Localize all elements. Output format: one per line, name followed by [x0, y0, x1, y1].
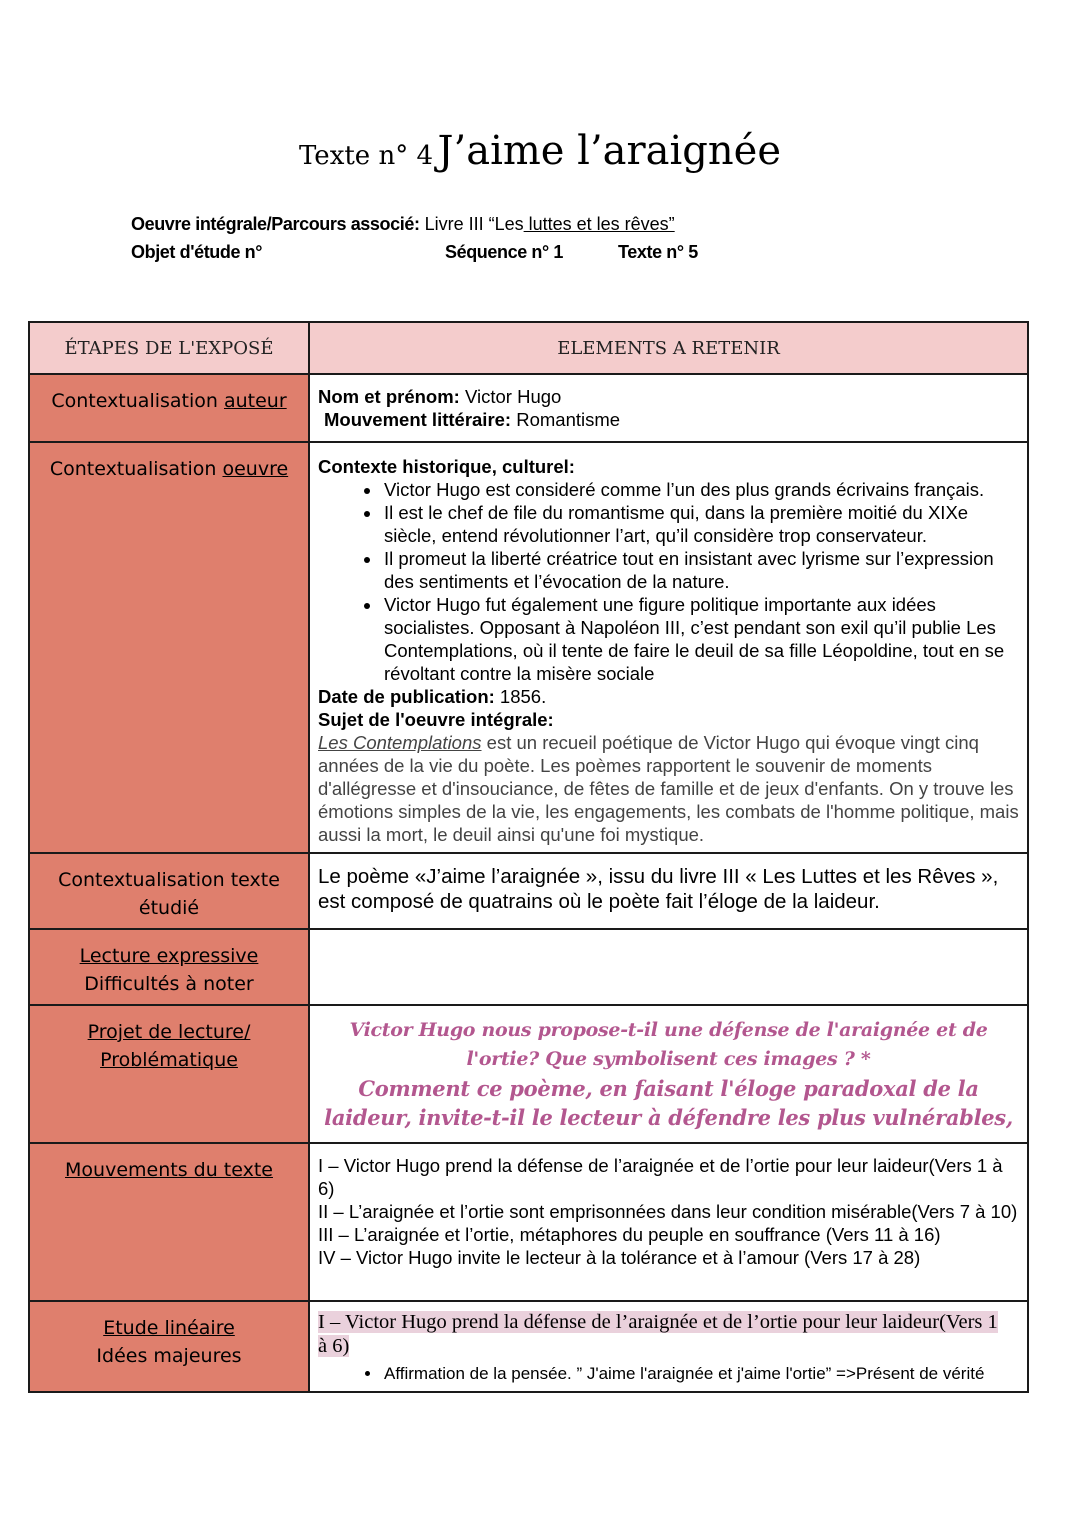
expose-table: [28, 321, 1029, 1393]
meta-objet-line: [131, 242, 262, 263]
title-main: J’aime l’araignée: [437, 128, 782, 174]
table-row: [29, 929, 1028, 1005]
list-item: • Il est le chef de file du romantisme qui, dans la première moitié du XIXe siècle, entend révolutionner l’art, qu’il considère trop conservateur.: [382, 501, 1019, 547]
content-lecture: [309, 929, 1028, 1005]
movement-item: III – L’araignée et l’ortie, métaphores du peuple en souffrance (Vers 11 à 16): [318, 1224, 941, 1245]
table-row: [29, 1143, 1028, 1301]
label-lecture-expressive: Lecture expressive Difficultés à noter: [29, 929, 309, 1005]
oeuvre-label: Oeuvre intégrale/Parcours associé:: [131, 214, 420, 234]
sequence-label: Séquence n° 1: [445, 242, 564, 262]
page-title: [0, 128, 1080, 174]
objet-label: Objet d'étude n°: [131, 242, 263, 262]
label-contextualisation-texte: Contextualisation texte étudié: [29, 853, 309, 929]
problematique-text: [310, 1006, 1027, 1132]
table-row: [29, 1005, 1028, 1143]
sujet-title-link[interactable]: Les Contemplations: [318, 732, 482, 753]
mouvement-value: Romantisme: [511, 409, 621, 430]
date-label: Date de publication:: [318, 686, 495, 707]
list-item: • Victor Hugo est consideré comme l’un des plus grands écrivains français.: [382, 478, 1019, 501]
movement-item: I – Victor Hugo prend la défense de l’araignée et de l’ortie pour leur laideur(Vers 1 à 6): [318, 1155, 1003, 1199]
question-2: Comment ce poème, en faisant l'éloge paradoxal de la laideur, invite-t-il le lecteur à défendre les plus vulnérables,: [324, 1076, 1013, 1130]
etude-heading: I – Victor Hugo prend la défense de l’araignée et de l’ortie pour leur laideur(Vers 1 à 6): [318, 1311, 998, 1357]
date-value: 1856.: [494, 686, 547, 707]
label-etude-lineaire: Etude linéaire Idées majeures: [29, 1301, 309, 1392]
contexte-list: [318, 478, 1019, 685]
label-contextualisation-oeuvre: Contextualisation oeuvre: [29, 442, 309, 853]
mouvement-label: Mouvement littéraire:: [324, 409, 512, 430]
content-mouvements: [309, 1143, 1028, 1301]
sujet-text: Les Contemplations est un recueil poétique de Victor Hugo qui évoque vingt cinq années de la vie du poète. Les poèmes rapportent le souvenir de moments d'allégresse et d'insouciance, de fêtes de famille et de jeux d'enfants. On y trouve les émotions simples de la vie, les engagements, les combats de l'homme politique, mais aussi la mort, le deuil ainsi qu'une foi mystique.: [318, 732, 1019, 845]
movement-item: II – L’araignée et l’ortie sont emprisonnées dans leur condition misérable(Vers 7 à 10): [318, 1201, 1018, 1222]
title-prefix: Texte n° 4: [298, 141, 434, 171]
header-elements: ELEMENTS A RETENIR: [309, 322, 1028, 374]
content-auteur: [309, 374, 1028, 442]
etude-list: [318, 1362, 1019, 1385]
list-item: • Il promeut la liberté créatrice tout en insistant avec lyrisme sur l’expression des sentiments et l’évocation de la nature.: [382, 547, 1019, 593]
nom-value: Victor Hugo: [459, 386, 562, 407]
nom-label: Nom et prénom:: [318, 386, 460, 407]
label-projet-lecture: Projet de lecture/ Problématique: [29, 1005, 309, 1143]
label-mouvements: Mouvements du texte: [29, 1143, 309, 1301]
table-header-row: [29, 322, 1028, 374]
header-etapes: ÉTAPES DE L'EXPOSÉ: [29, 322, 309, 374]
list-item: • Affirmation de la pensée. ” J'aime l'araignée et j'aime l'ortie” =>Présent de vérité: [382, 1362, 1019, 1385]
contexte-label: Contexte historique, culturel:: [318, 456, 575, 477]
table-row: [29, 442, 1028, 853]
content-etude: [309, 1301, 1028, 1392]
content-oeuvre: [309, 442, 1028, 853]
label-contextualisation-auteur: Contextualisation auteur: [29, 374, 309, 442]
question-1: Victor Hugo nous propose-t-il une défense de l'araignée et de l'ortie? Que symbolisent ces images ? *: [349, 1019, 988, 1070]
texte-label: Texte n° 5: [618, 242, 698, 262]
meta-oeuvre-line: [131, 214, 675, 235]
sujet-label: Sujet de l'oeuvre intégrale:: [318, 709, 554, 730]
table-row: [29, 374, 1028, 442]
movement-item: IV – Victor Hugo invite le lecteur à la tolérance et à l’amour (Vers 17 à 28): [318, 1247, 921, 1268]
content-texte: Le poème «J’aime l’araignée », issu du livre III « Les Luttes et les Rêves », est composé de quatrains où le poète fait l’éloge de la laideur.: [309, 853, 1028, 929]
list-item: • Victor Hugo fut également une figure politique importante aux idées socialistes. Opposant à Napoléon III, c’est pendant son exil qu’il publie Les Contemplations, où il tente de faire le deuil de sa fille Léopoldine, tout en se révoltant contre la misère sociale: [382, 593, 1019, 685]
content-problematique: [309, 1005, 1028, 1143]
table-row: [29, 1301, 1028, 1392]
table-row: [29, 853, 1028, 929]
oeuvre-value: Livre III “Les luttes et les rêves”: [424, 214, 675, 234]
